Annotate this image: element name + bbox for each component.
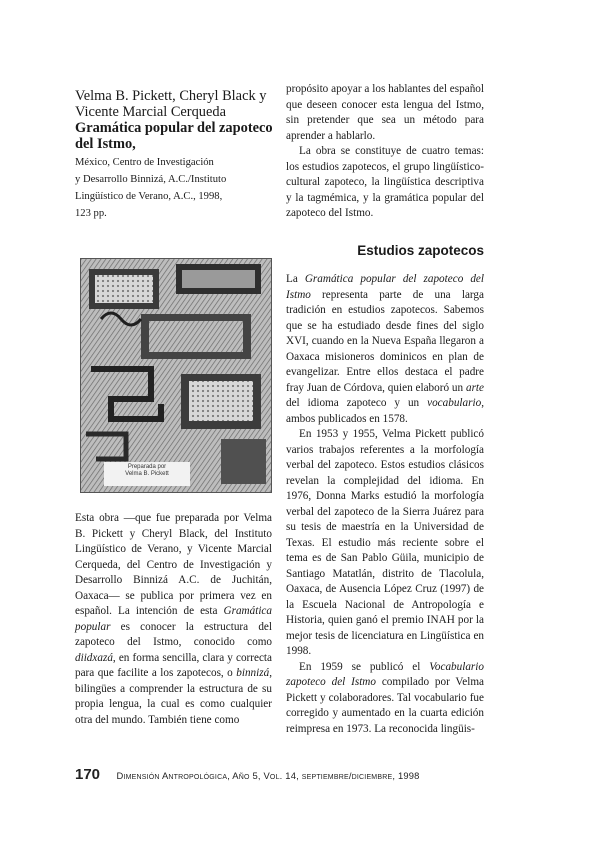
text-run: En 1959 se publicó el xyxy=(299,660,430,673)
paragraph xyxy=(286,660,484,738)
section-heading: Estudios zapotecos xyxy=(357,243,484,258)
cover-caption xyxy=(104,462,190,486)
text-run-italic: vocabulario xyxy=(427,397,482,409)
text-run: , ambos publicados en 1578. xyxy=(286,397,484,425)
text-run-italic: Vocabulario zapoteco del Istmo xyxy=(286,660,484,688)
text-run-italic: Gramática popular xyxy=(75,605,272,633)
text-run: compilado por Velma Pickett y colaboradores. Tal vocabulario fue corregido y aumentado en la cuarta edición reimpresa en 1973. La reconocida lingüis- xyxy=(286,676,485,735)
paragraph: En 1953 y 1955, Velma Pickett publicó varios trabajos referentes a la morfología verbal del zapoteco. Estos estudios clásicos revelan la complejidad del idioma. En 1976, Donna Marks estudió la morfología verbal del zapoteco de la Sierra Juárez para su tesis de maestría en la Universidad de Texas. El estudio más reciente sobre el tema es de San Pablo Güila, municipio de Santiago Matatlán, distrito de Tlacolula, Oaxaca, de Ausencia López Cruz (1997) de la Escuela Nacional de Antropología e Historia, quien ganó el premio INAH por la mejor tesis de licenciatura en Lingüística en 1998. xyxy=(286,428,484,657)
journal-citation: Dimensión Antropológica, Año 5, Vol. 14, septiembre/diciembre, 1998 xyxy=(116,770,420,781)
paragraph: La obra se constituye de cuatro temas: los estudios zapotecos, el grupo lingüístico-cultural zapoteco, la lingüística descriptiva y la tagmémica, y la gramática popular del zapoteco del Istmo. xyxy=(286,145,484,219)
pub-line: México, Centro de Investigación xyxy=(75,157,214,168)
text-run: es conocer la estructura del zapoteco del Istmo, conocido como xyxy=(75,620,272,648)
text-run-italic: binnizá xyxy=(236,667,270,679)
left-body xyxy=(75,511,272,728)
page-number: 170 xyxy=(75,766,101,783)
text-run: , en forma sencilla, clara y correcta para que facilite a los zapotecos, o xyxy=(75,651,272,679)
publication-info xyxy=(75,154,275,222)
text-run: Esta obra —que fue preparada por Velma B. Pickett y Cheryl Black, del Instituto Lingüístico de Verano, y Vicente Marcial Cerqueda, del Centro de Investigación y Desarrollo Binnizá A.C. de Juchitán, Oaxaca— se publica por primera vez en español. La intención de esta xyxy=(75,512,272,617)
text-run: del idioma zapoteco y un xyxy=(286,397,428,409)
text-run: , bilingües a comprender la estructura de su propia lengua, la cual es como cualquier otra del mundo. También tiene como xyxy=(75,667,272,726)
text-run: La xyxy=(286,273,305,285)
pub-line: Lingüístico de Verano, A.C., 1998, xyxy=(75,191,223,202)
paragraph: propósito apoyar a los hablantes del español que deseen conocer esta lengua del Istmo, sin pretender que sea un método para aprender a hablarlo. xyxy=(286,83,484,142)
right-top-text xyxy=(286,82,484,222)
paragraph xyxy=(286,272,484,427)
right-body xyxy=(286,272,484,737)
cover-pattern xyxy=(81,259,271,492)
page-footer xyxy=(75,766,420,784)
book-title: Gramática popular del zapoteco del Istmo, xyxy=(75,120,273,152)
text-run-italic: Gramática popular del zapoteco del Istmo xyxy=(286,273,484,301)
cover-caption-line: Preparada por xyxy=(127,464,167,470)
authors: Velma B. Pickett, Cheryl Black y Vicente Marcial Cerqueda xyxy=(75,88,267,120)
pub-line: 123 pp. xyxy=(75,208,107,219)
book-cover-image xyxy=(80,258,272,493)
text-run-italic: diidxazá xyxy=(75,651,113,664)
pub-line: y Desarrollo Binnizá, A.C./Instituto xyxy=(75,174,227,185)
cover-caption-line: Velma B. Pickett xyxy=(125,471,169,477)
paragraph xyxy=(75,511,272,728)
text-run: representa parte de una larga tradición en estudios zapotecos. Sabemos que se ha estudiado desde fines del siglo XVI, cuando en la Nueva España llegaron a Oaxaca misioneros dominicos en plan de evangelizar. Entre ellos destaca el padre fray Juan de Córdova, quien elaboró un xyxy=(286,288,484,394)
review-header xyxy=(75,88,275,222)
text-run-italic: arte xyxy=(465,381,484,394)
